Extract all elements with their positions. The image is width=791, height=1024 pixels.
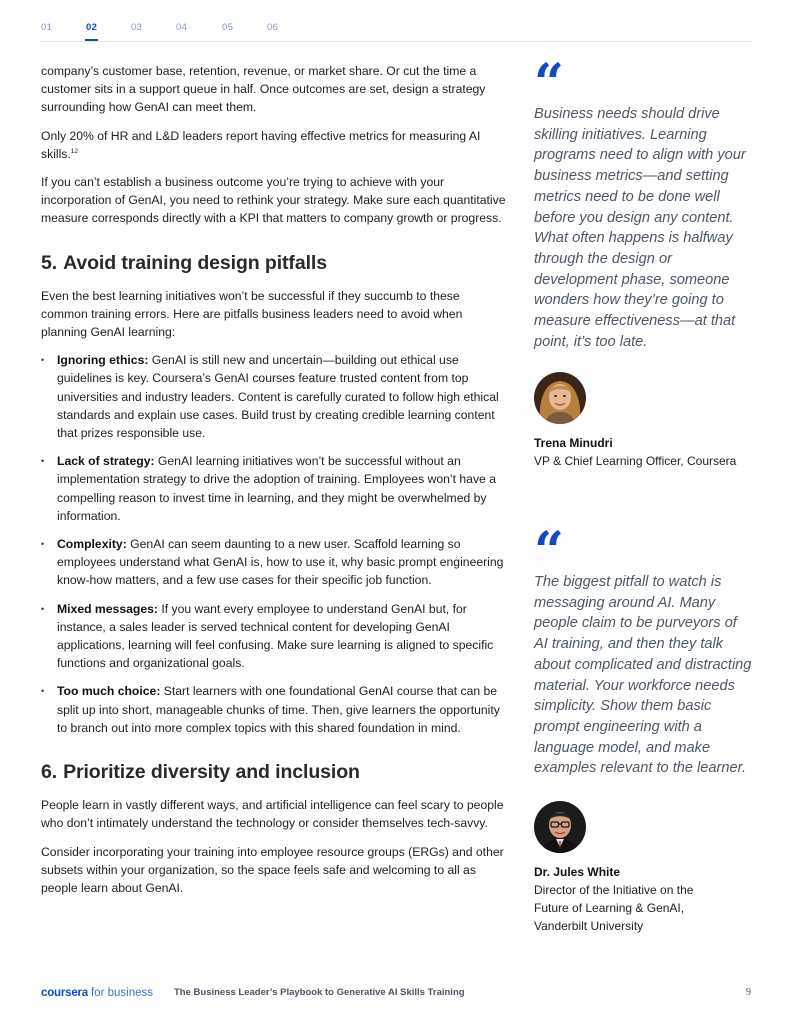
bullet-text: Start learners with one foundational GenAI course that can be split up into short, manageable chunks of time. Then, give learners the opportunity to branch out into more complex topics with this shared foundation in mind.: [57, 684, 500, 735]
bullet-text: If you want every employee to understand GenAI but, for instance, a sales leader is served technical content for developing GenAI applications, learning will feel confusing. Make sure learning is aligned to specific functions and organizational goals.: [57, 601, 494, 671]
section-number: 5.: [41, 251, 58, 274]
pull-quote-1: [534, 53, 754, 470]
section-5-intro: Even the best learning initiatives won’t be successful if they succumb to these common training errors. Here are pitfalls business leaders need to avoid when planning GenAI learning:: [41, 288, 463, 340]
quote-text: Business needs should drive skilling initiatives. Learning programs need to align with your business metrics—and setting metrics need to be done well before you design any content. What often happens is halfway through the design or development phase, someone wonders how they’re going to measure effectiveness—at that point, it’s too late.: [534, 106, 746, 350]
bullet-term: Ignoring ethics:: [57, 353, 149, 368]
list-item: [41, 351, 507, 442]
list-item: [41, 600, 507, 673]
bullet-term: Too much choice:: [57, 684, 161, 699]
bullet-icon: •: [41, 686, 45, 697]
body-paragraph: People learn in vastly different ways, and artificial intelligence can feel scary to people who don’t intimately understand the technology or consider themselves tech-savvy.: [41, 798, 504, 831]
section-tab-02[interactable]: 02: [86, 22, 98, 33]
body-paragraph: If you can’t establish a business outcome you’re trying to achieve with your incorporation of GenAI, you need to rethink your strategy. Make sure each quantitative measure corresponds directly with a KPI that matters to company growth or progress.: [41, 175, 506, 226]
bullet-term: Complexity:: [57, 537, 127, 552]
person-title: Director of the Initiative on the: [534, 883, 694, 898]
list-item: [41, 535, 507, 590]
quote-mark-icon: “: [534, 53, 560, 114]
bullet-term: Mixed messages:: [57, 601, 158, 616]
person-title: Vanderbilt University: [534, 919, 644, 934]
person-name: Trena Minudri: [534, 436, 613, 451]
page-footer: [41, 985, 751, 1003]
section-title: Prioritize diversity and inclusion: [63, 761, 360, 784]
body-paragraph: Consider incorporating your training into employee resource groups (ERGs) and other subsets within your organization, so the space feels safe and welcoming to all as people learn about GenAI.: [41, 844, 504, 895]
bullet-term: Lack of strategy:: [57, 454, 155, 469]
brand-name: coursera: [41, 987, 88, 999]
section-tab-05[interactable]: 05: [222, 22, 234, 33]
bullet-text: GenAI can seem daunting to a new user. Scaffold learning so employees understand what GenAI is, how to use it, why basic prompt engineering know-how matters, and a few use cases for their specific job function.: [57, 537, 504, 588]
section-6-heading: [41, 760, 507, 784]
footnote-ref[interactable]: 12: [70, 147, 79, 155]
document-title: The Business Leader’s Playbook to Generative AI Skills Training: [174, 987, 465, 998]
section-tab-06[interactable]: 06: [267, 22, 279, 33]
bullet-text: GenAI is still new and uncertain—building out ethical use guidelines is key. Coursera’s GenAI courses feature trusted content from top universities and industry leaders. Content is carefully curated to follow high ethical standards and explain use cases. Build trust by creating credible learning content that prizes responsible use.: [57, 353, 499, 441]
pitfall-list: [41, 351, 507, 737]
section-5-heading: [41, 251, 507, 275]
list-item: [41, 452, 507, 525]
person-name: Dr. Jules White: [534, 865, 621, 880]
section-tab-01[interactable]: 01: [41, 22, 53, 33]
bullet-icon: •: [41, 355, 45, 366]
avatar: [534, 372, 586, 424]
avatar-jules-image: [534, 801, 586, 853]
body-paragraph: [41, 127, 507, 163]
quote-mark-icon: “: [534, 521, 560, 582]
section-title: Avoid training design pitfalls: [63, 251, 327, 274]
section-tab-04[interactable]: 04: [176, 22, 188, 33]
coursera-logo[interactable]: [41, 987, 153, 999]
person-title: VP & Chief Learning Officer, Coursera: [534, 454, 737, 469]
quote-text: The biggest pitfall to watch is messaging around AI. Many people claim to be purveyors of AI training, and then they talk about complicated and distracting material. Your workforce needs simplicity. Show them basic prompt engineering with a language model, and make examples relevant to the learner.: [534, 574, 752, 777]
brand-suffix: for business: [90, 987, 153, 999]
bullet-icon: •: [41, 456, 45, 467]
section-nav: [41, 22, 751, 42]
bullet-text: GenAI learning initiatives won’t be successful without an implementation strategy to drive the adoption of training. Employees won’t have a compelling reason to invest time in learning, and they might be overwhelmed by information.: [57, 454, 496, 523]
avatar: [534, 801, 586, 853]
section-tab-03[interactable]: 03: [131, 22, 143, 33]
page-number: 9: [746, 987, 751, 998]
bullet-icon: •: [41, 603, 45, 614]
body-paragraph: company’s customer base, retention, revenue, or market share. Or cut the time a customer sits in a support queue in half. Once outcomes are set, design a strategy surrounding how GenAI can meet them.: [41, 64, 486, 115]
main-column: [41, 62, 507, 907]
section-number: 6.: [41, 761, 58, 784]
list-item: [41, 682, 507, 737]
pull-quote-2: [534, 521, 754, 935]
avatar-trena-image: [534, 372, 586, 424]
bullet-icon: •: [41, 539, 45, 550]
person-title: Future of Learning & GenAI,: [534, 901, 685, 916]
body-paragraph-text: Only 20% of HR and L&D leaders report having effective metrics for measuring AI skills.: [41, 128, 481, 161]
